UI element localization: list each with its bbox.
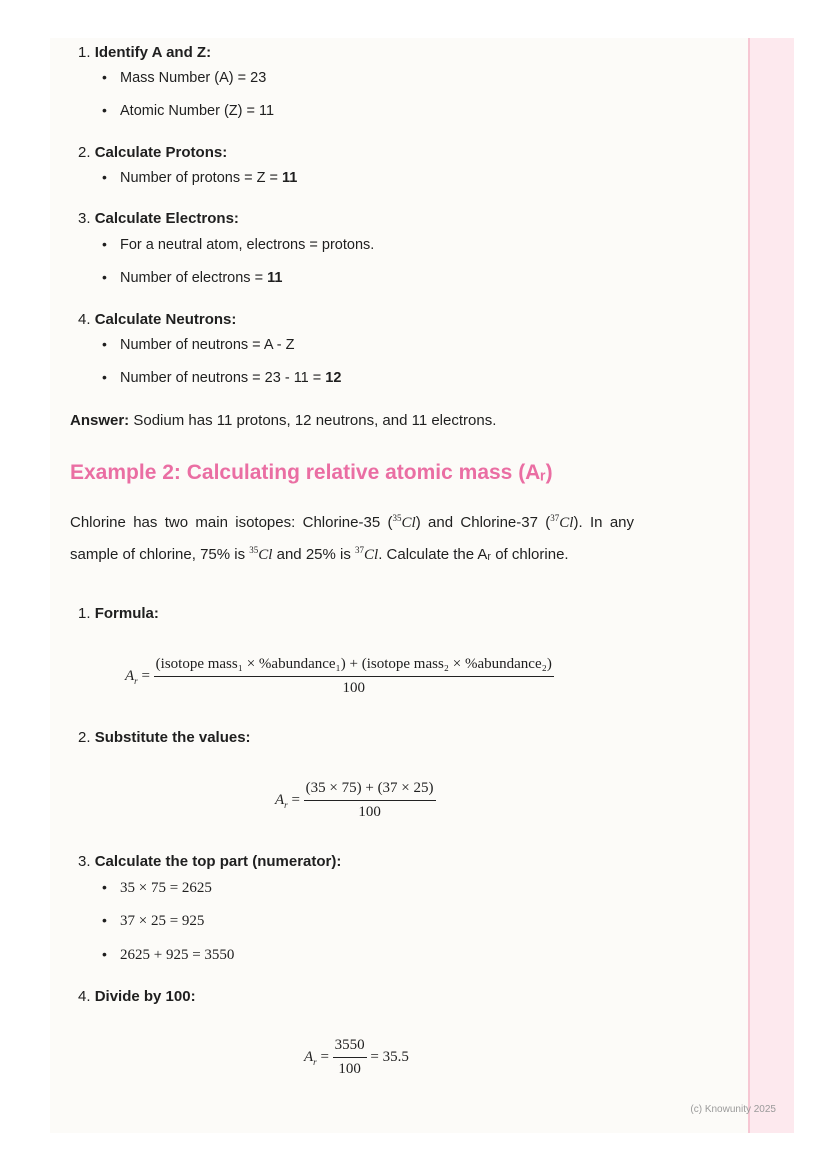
list-item: • Number of electrons = 11 <box>102 269 283 286</box>
bullet-text: For a neutral atom, electrons = protons. <box>120 237 375 253</box>
step-title: Substitute the values: <box>94 729 251 746</box>
step-divide <box>78 988 196 1005</box>
calc-text: 37 × 25 = 925 <box>120 913 205 929</box>
bullet-text: Number of electrons = <box>120 270 268 286</box>
step-title: Divide by 100: <box>94 988 196 1005</box>
substitution-numerator: (35 × 75) + (37 × 25) <box>304 780 436 801</box>
step-title: Calculate Electrons: <box>94 210 239 227</box>
step-identify-a-z <box>78 44 211 61</box>
answer-text: Sodium has 11 protons, 12 neutrons, and 11 electrons. <box>129 412 497 429</box>
calc-text: 35 × 75 = 2625 <box>120 880 212 896</box>
list-item: • Mass Number (A) = 23 <box>102 69 267 86</box>
formula-equation: $A_r$ = (isotope mass₁ × %abundance₁) + (isotope mass₂ × %abundance₂) 100 <box>125 656 552 696</box>
margin-strip <box>748 38 794 1133</box>
division-numerator: 3550 <box>333 1037 367 1058</box>
bullet-value: 12 <box>325 370 342 386</box>
list-item: • For a neutral atom, electrons = protons. <box>102 236 375 253</box>
list-item: • Number of protons = Z = 11 <box>102 169 298 186</box>
step-numerator <box>78 853 341 870</box>
substitution-fraction <box>304 780 436 821</box>
problem-paragraph: Chlorine has two main isotopes: Chlorine-35 ($^{35}$Cl) and Chlorine-37 ($^{37}$Cl). In any sample of chlorine, 75% is $^{35}$Cl and 25% is $^{37}$Cl. Calculate the Aᵣ of chlorine. <box>70 513 635 563</box>
step-number: 4. <box>78 988 91 1005</box>
step-title: Formula: <box>94 605 159 622</box>
step-title: Identify A and Z: <box>94 44 212 61</box>
list-item: • 37 × 25 = 925 <box>102 912 205 929</box>
bullet-value: 11 <box>267 270 283 286</box>
step-formula <box>78 605 159 622</box>
document-page <box>50 38 750 1133</box>
step-number: 1. <box>78 44 91 61</box>
division-equation: $A_r$ = $\frac{3550}{100}$ = 35.5 <box>304 1037 409 1077</box>
bullet-text: Mass Number (A) = 23 <box>120 70 267 86</box>
division-denominator: 100 <box>338 1061 361 1077</box>
formula-fraction <box>154 656 554 697</box>
list-item: • Number of neutrons = 23 - 11 = 12 <box>102 369 342 386</box>
formula-numerator: (isotope mass₁ × %abundance₁) + (isotope mass₂ × %abundance₂) <box>154 656 554 677</box>
step-title: Calculate Neutrons: <box>94 311 237 328</box>
step-number: 1. <box>78 605 91 622</box>
step-calculate-protons <box>78 144 227 161</box>
list-item: • Atomic Number (Z) = 11 <box>102 102 275 119</box>
step-calculate-neutrons <box>78 311 236 328</box>
step-substitute <box>78 729 251 746</box>
substitution-denominator: 100 <box>358 804 381 820</box>
calc-text: 2625 + 925 = 3550 <box>120 947 235 963</box>
step-number: 2. <box>78 144 91 161</box>
substitution-equation: $A_r$ = $\frac{(35 \times 75) + (37 \times 25)}{100}$ <box>275 780 434 820</box>
bullet-text: Number of protons = Z = <box>120 170 282 186</box>
section-heading: Example 2: Calculating relative atomic mass (Aᵣ) <box>70 461 553 484</box>
bullet-text: Atomic Number (Z) = 11 <box>120 103 275 119</box>
division-result: = 35.5 <box>370 1048 409 1065</box>
step-number: 3. <box>78 210 91 227</box>
formula-denominator: 100 <box>342 680 365 696</box>
copyright-footer: (c) Knowunity 2025 <box>690 1104 776 1115</box>
list-item: • 2625 + 925 = 3550 <box>102 946 235 963</box>
step-number: 4. <box>78 311 91 328</box>
step-calculate-electrons <box>78 210 239 227</box>
step-title: Calculate the top part (numerator): <box>94 853 342 870</box>
bullet-text: Number of neutrons = 23 - 11 = <box>120 370 326 386</box>
step-number: 2. <box>78 729 91 746</box>
step-number: 3. <box>78 853 91 870</box>
list-item: • Number of neutrons = A - Z <box>102 336 295 353</box>
bullet-text: Number of neutrons = A - Z <box>120 337 295 353</box>
division-fraction <box>333 1037 367 1078</box>
bullet-value: 11 <box>282 170 298 186</box>
list-item: • 35 × 75 = 2625 <box>102 879 212 896</box>
answer-line <box>70 412 496 429</box>
step-title: Calculate Protons: <box>94 144 228 161</box>
answer-label: Answer: <box>70 412 130 429</box>
